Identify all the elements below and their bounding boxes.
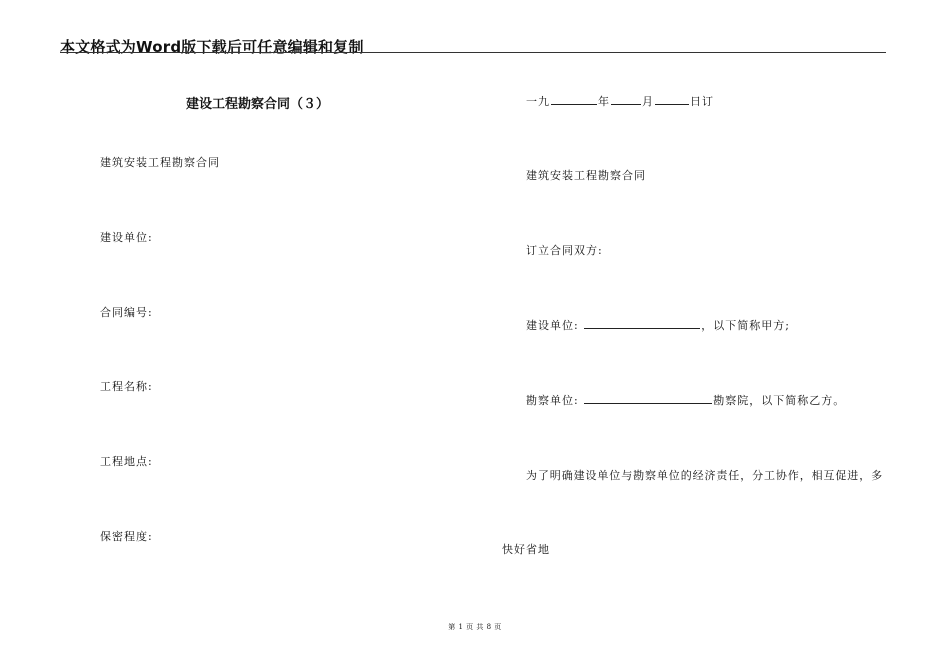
- document-title: 建设工程勘察合同（３）: [186, 97, 330, 112]
- page-footer: 第 1 页 共 8 页: [448, 623, 502, 631]
- header-rule: [60, 52, 886, 53]
- contract-number-line: 合同编号:: [100, 306, 153, 319]
- purpose-line: 为了明确建设单位与勘察单位的经济责任，分工协作，相互促进，多: [526, 469, 883, 482]
- party-a-line: [526, 317, 790, 333]
- party-b-label: 勘察单位:: [526, 394, 579, 407]
- party-b-suffix: 勘察院，以下简称乙方。: [713, 394, 846, 407]
- construction-unit-line: 建设单位:: [100, 231, 153, 244]
- party-b-blank: [584, 392, 712, 404]
- date-suffix: 日订: [690, 95, 714, 108]
- project-location-line: 工程地点:: [100, 455, 153, 468]
- year-label: 年: [598, 95, 610, 108]
- party-a-blank: [584, 317, 700, 329]
- party-b-line: [526, 392, 845, 408]
- month-blank: [611, 93, 641, 105]
- party-a-label: 建设单位:: [526, 319, 579, 332]
- date-prefix: 一九: [526, 95, 550, 108]
- date-line: [526, 93, 714, 109]
- month-label: 月: [642, 95, 654, 108]
- contract-type-line: 建筑安装工程勘察合同: [100, 156, 220, 169]
- project-name-line: 工程名称:: [100, 380, 153, 393]
- day-blank: [655, 93, 689, 105]
- year-blank: [551, 93, 597, 105]
- continuation-line: 快好省地: [502, 543, 550, 556]
- header-banner: 本文格式为Word版下载后可任意编辑和复制: [60, 38, 364, 56]
- contract-name-line: 建筑安装工程勘察合同: [526, 169, 646, 182]
- party-a-suffix: ，以下简称甲方;: [701, 319, 790, 332]
- confidentiality-line: 保密程度:: [100, 530, 153, 543]
- parties-label-line: 订立合同双方:: [526, 244, 603, 257]
